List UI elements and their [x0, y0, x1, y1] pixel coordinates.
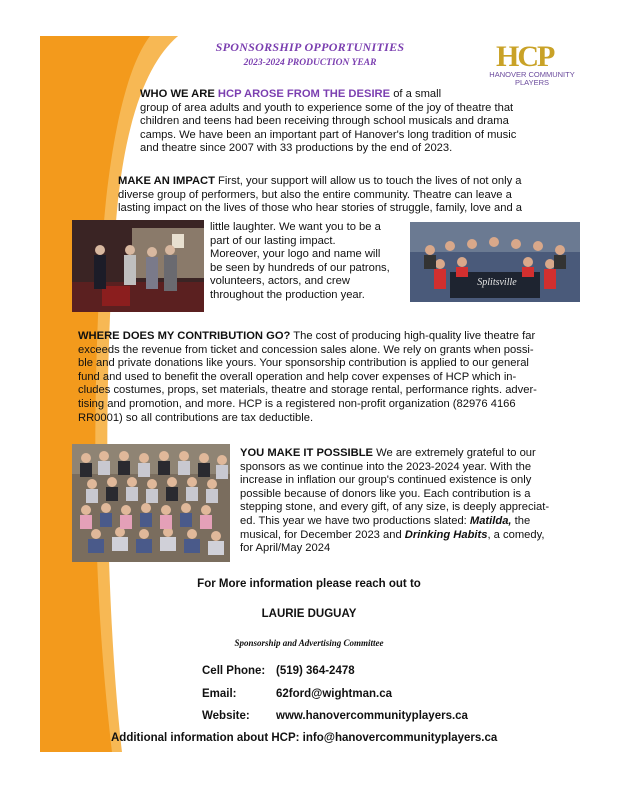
possible-text: the: [511, 514, 531, 527]
possible-text: , a comedy,: [487, 528, 545, 541]
contribution-text: ble and private donations like yours. Your sponsorship contribution is applied to our general: [78, 357, 529, 370]
contribution-text: fund and used to benefit the overall operation and help cover expenses of HCP which in-: [78, 370, 517, 383]
cast-group-photo: [410, 222, 580, 302]
impact-text: diverse group of performers, but also the entire community. Theatre can leave a: [118, 188, 512, 201]
website-label: Website:: [202, 710, 250, 722]
who-text: and theatre since 2007 with 33 productions by the end of 2023.: [140, 142, 453, 155]
who-text: children and teens had been receiving through school musicals and drama: [140, 115, 509, 128]
who-text: camps. We have been an important part of Hanover's long tradition of music: [140, 128, 517, 141]
cell-phone-label: Cell Phone:: [202, 665, 266, 677]
committee-name: Sponsorship and Advertising Committee: [234, 638, 384, 648]
possible-text: sponsors as we continue into the 2023-2024 year. With the: [240, 460, 532, 473]
contribution-text: exceeds the revenue from ticket and concession sales alone. We rely on grants when possi-: [78, 343, 534, 356]
contribution-text: tising and promotion, and more. HCP is a registered non-profit organization (82976 4166: [78, 397, 516, 410]
show-matilda: Matilda,: [469, 514, 512, 527]
impact-text: be seen by hundreds of our patrons,: [210, 261, 390, 274]
contribution-paragraph: [78, 330, 598, 425]
impact-text: little laughter. We want you to be a: [210, 221, 381, 233]
who-heading: WHO WE ARE: [140, 88, 215, 100]
hcp-logo: [482, 40, 582, 88]
possible-text: for April/May 2024: [240, 542, 331, 555]
who-we-are-paragraph: [140, 88, 580, 156]
impact-text: volunteers, actors, and crew: [210, 275, 350, 288]
page-title: SPONSORSHIP OPPORTUNITIES: [215, 40, 405, 54]
email-link[interactable]: 62ford@wightman.ca: [276, 688, 393, 700]
who-text: of a small: [390, 88, 442, 100]
who-highlight: HCP AROSE FROM THE DESIRE: [217, 88, 391, 100]
splitsville-sign: Splitsville: [477, 277, 517, 288]
contact-intro: For More information please reach out to: [197, 578, 421, 590]
contact-name: LAURIE DUGUAY: [261, 608, 357, 620]
logo-subtext: [482, 71, 582, 87]
impact-paragraph: [118, 175, 588, 216]
who-text: group of area adults and youth to experience some of the joy of theatre that: [140, 101, 514, 114]
possible-text: ed. This year we have two productions slated:: [240, 514, 470, 527]
contribution-text: The cost of producing high-quality live theatre far: [290, 330, 536, 342]
additional-info-line: [111, 732, 497, 744]
impact-paragraph-continued: [210, 221, 410, 303]
email-label: Email:: [202, 688, 237, 700]
possible-text: musical, for December 2023 and: [240, 528, 405, 541]
logo-sub-line2: PLAYERS: [514, 78, 550, 87]
impact-text: part of our lasting impact.: [210, 234, 336, 247]
possible-text: We are extremely grateful to our: [373, 447, 536, 459]
impact-text: lasting impact on the lives of those who hear stories of struggle, family, love and a: [118, 202, 522, 215]
impact-text: First, your support will allow us to touch the lives of not only a: [214, 175, 522, 187]
impact-text: Moreover, your logo and name will: [210, 248, 381, 261]
additional-info-email-link[interactable]: info@hanovercommunityplayers.ca: [302, 732, 498, 744]
page-subtitle: 2023-2024 PRODUCTION YEAR: [243, 58, 377, 68]
possible-heading: YOU MAKE IT POSSIBLE: [240, 447, 374, 459]
stage-performance-photo: [72, 220, 204, 312]
impact-heading: MAKE AN IMPACT: [118, 175, 215, 187]
possible-paragraph: [240, 447, 600, 556]
possible-text: possible because of donors like you. Each contribution is a: [240, 487, 531, 500]
contribution-text: cludes costumes, props, set materials, theatre and storage rental, performance rights. adver-: [78, 384, 537, 397]
possible-text: increase in inflation our group's continued existence is only: [240, 474, 532, 487]
website-link[interactable]: www.hanovercommunityplayers.ca: [276, 710, 468, 722]
logo-mark: HCP: [496, 40, 554, 73]
large-group-photo: [72, 444, 230, 562]
cell-phone-value: (519) 364-2478: [276, 665, 355, 677]
possible-text: stepping stone, and every gift, of any size, is deeply appreciat-: [240, 501, 550, 514]
contribution-heading: WHERE DOES MY CONTRIBUTION GO?: [78, 330, 291, 342]
logo-sub-line1: HANOVER COMMUNITY: [489, 70, 575, 79]
additional-info-label: Additional information about HCP:: [111, 732, 300, 744]
contribution-text: RR0001) so all contributions are tax deductible.: [78, 411, 314, 424]
show-drinking-habits: Drinking Habits: [404, 528, 488, 541]
impact-text: throughout the production year.: [210, 288, 365, 301]
